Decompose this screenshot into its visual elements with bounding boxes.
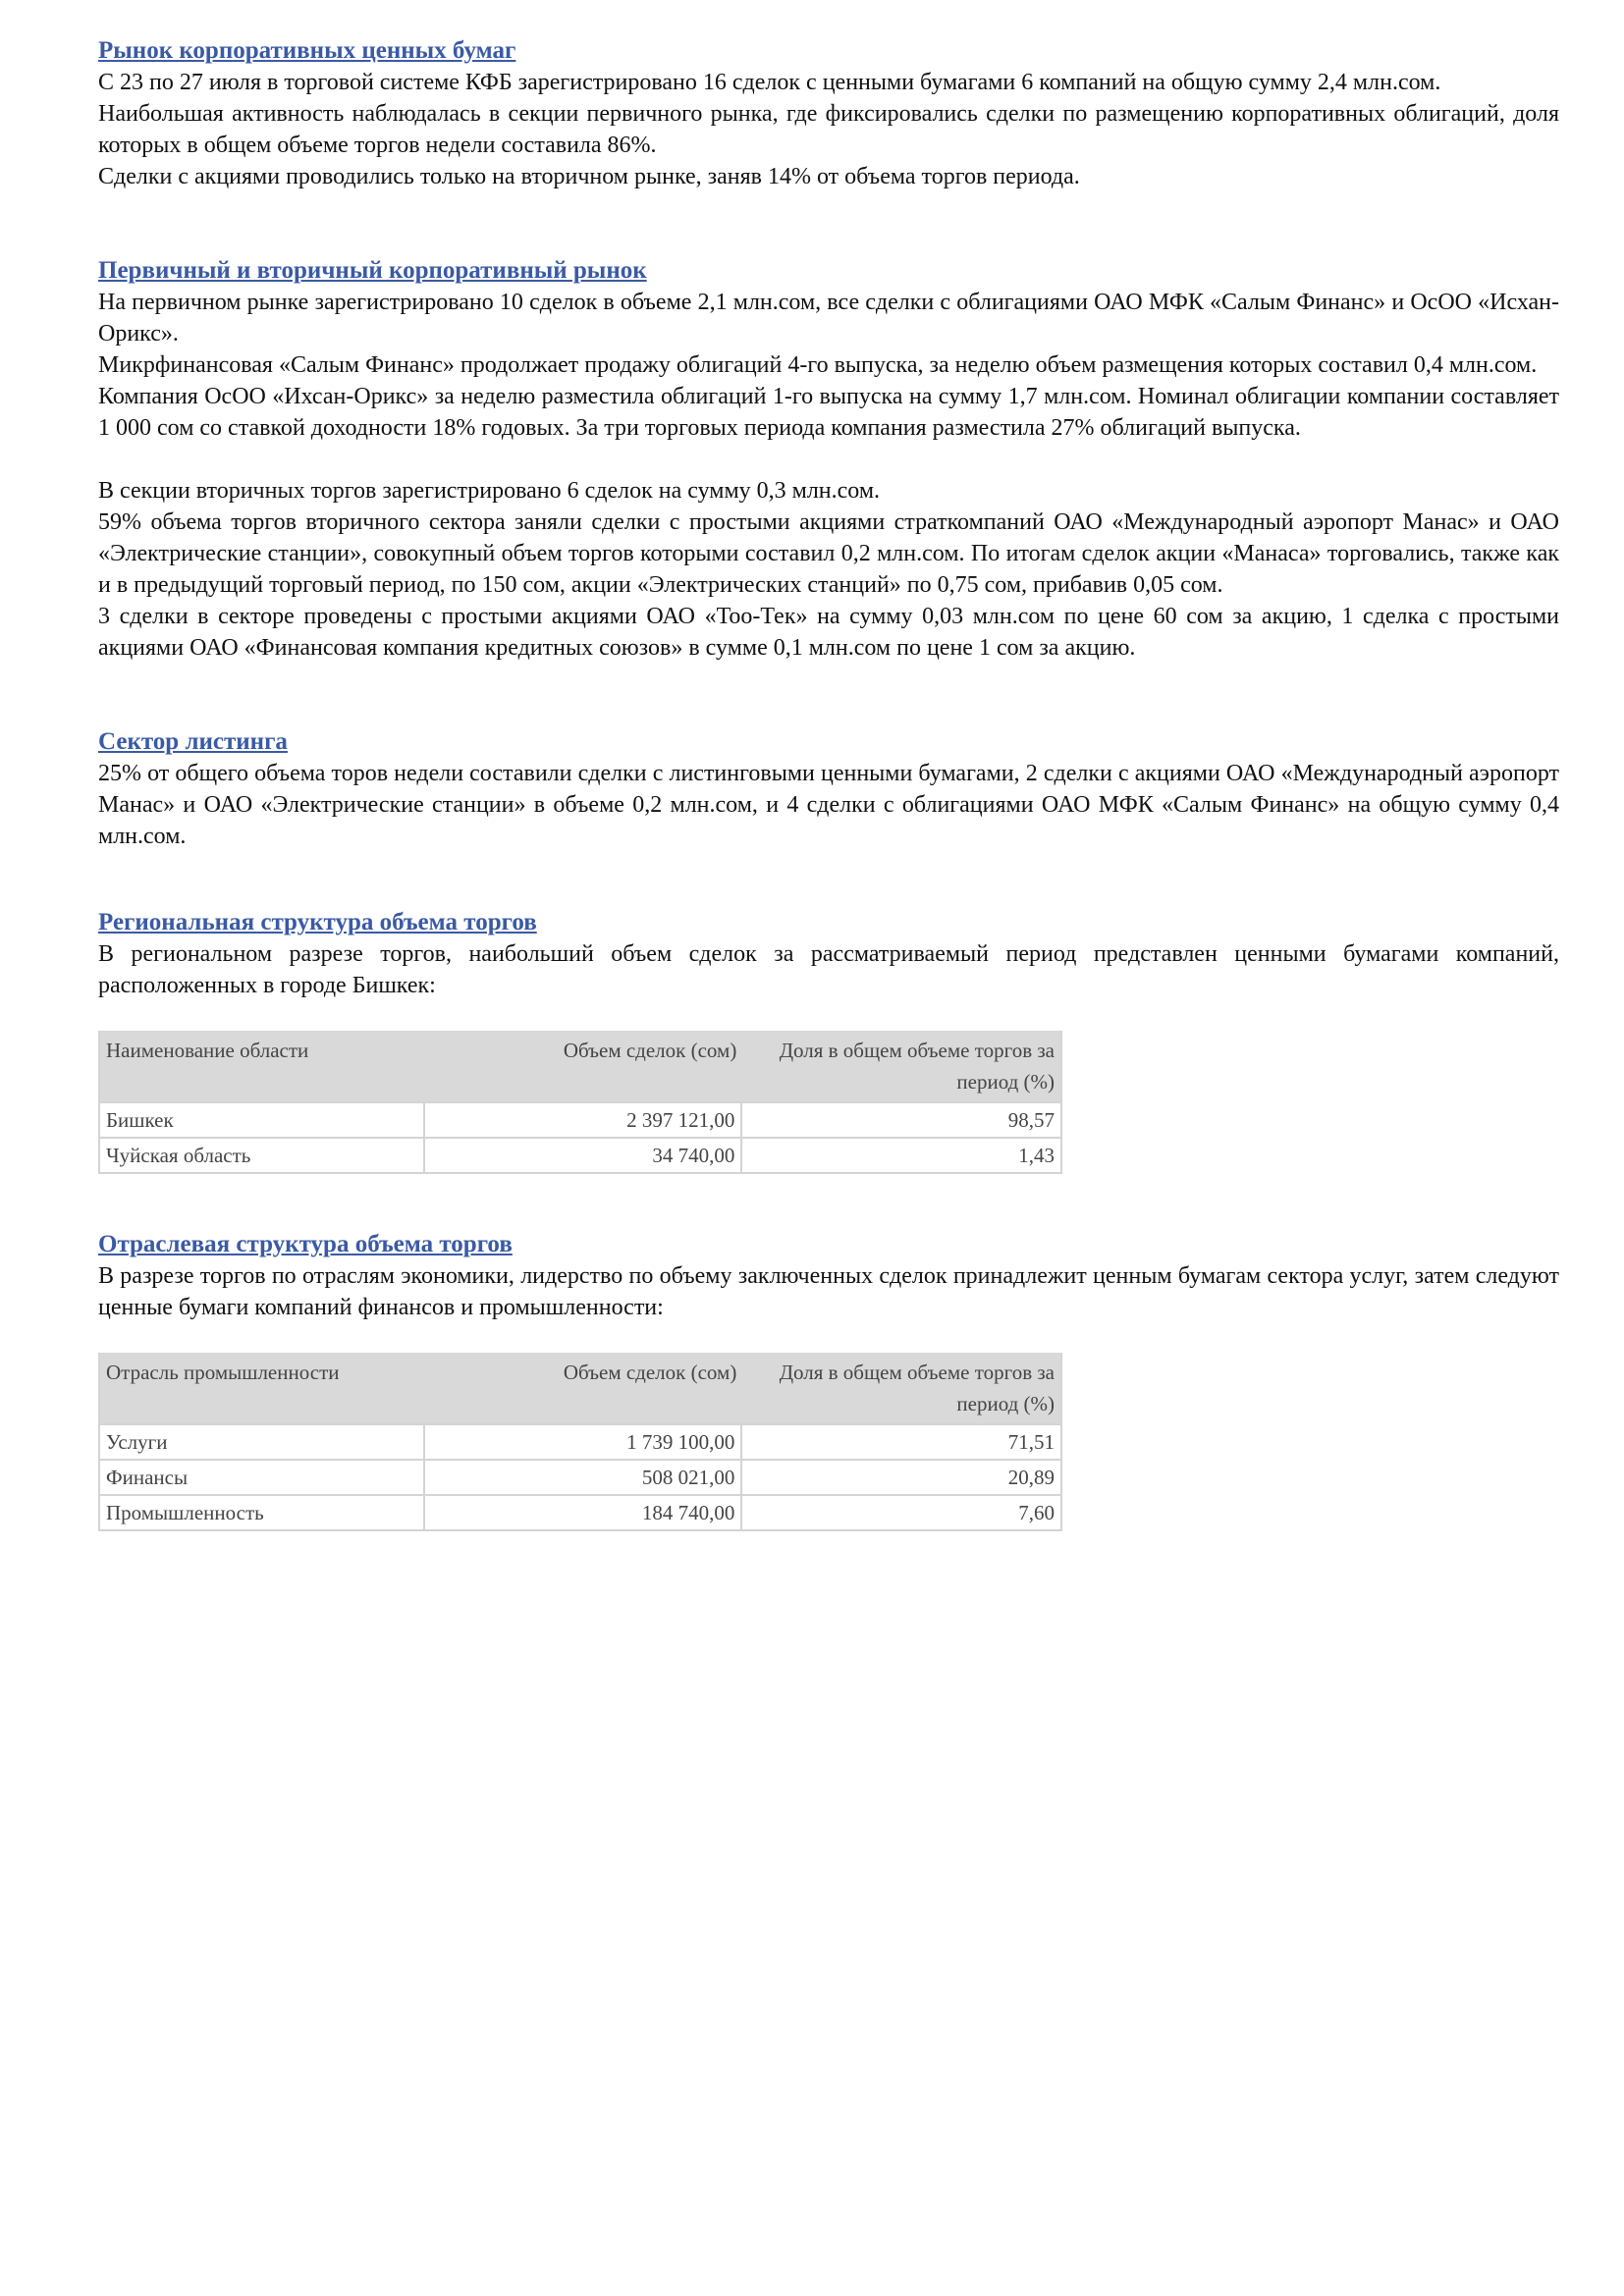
paragraph: Наибольшая активность наблюдалась в секции первичного рынка, где фиксировались сделки по размещению корпоративных облигаций, доля которых в общем объеме торгов недели составила 86%. [98, 101, 1559, 158]
table-row [100, 1494, 1060, 1529]
table-row [100, 1459, 1060, 1494]
table-header-cell: Отрасль промышленности [100, 1353, 425, 1423]
section-title-regional-structure: Региональная структура объема торгов [98, 909, 537, 935]
table-row [100, 1101, 1060, 1137]
table-cell: 34 740,00 [425, 1137, 743, 1172]
table-header-cell: Доля в общем объеме торгов за период (%) [742, 1031, 1060, 1101]
industry-table [98, 1353, 1062, 1531]
section-title-listing-sector: Сектор листинга [98, 728, 288, 755]
table-cell: 7,60 [742, 1494, 1060, 1529]
table-header-row [100, 1353, 1060, 1423]
table-cell: 184 740,00 [425, 1494, 743, 1529]
table-header-cell: Объем сделок (сом) [425, 1031, 743, 1101]
paragraph: В разрезе торгов по отраслям экономики, лидерство по объему заключенных сделок принадлежит ценным бумагам сектора услуг, затем следуют ценные бумаги компаний финансов и промышленности: [98, 1263, 1559, 1320]
paragraph: С 23 по 27 июля в торговой системе КФБ зарегистрировано 16 сделок с ценными бумагами 6 компаний на общую сумму 2,4 млн.сом. [98, 70, 1441, 95]
table-header-cell: Наименование области [100, 1031, 425, 1101]
paragraph: В секции вторичных торгов зарегистрировано 6 сделок на сумму 0,3 млн.сом. [98, 478, 881, 504]
table-header-cell: Объем сделок (сом) [425, 1353, 743, 1423]
table-header-row [100, 1031, 1060, 1101]
paragraph: Сделки с акциями проводились только на вторичном рынке, заняв 14% от объема торгов периода. [98, 164, 1080, 189]
paragraph: 3 сделки в секторе проведены с простыми акциями ОАО «Тоо-Тек» на сумму 0,03 млн.сом по цене 60 сом за акцию, 1 сделка с простыми акциями ОАО «Финансовая компания кредитных союзов» в сумме 0,1 млн.сом по цене 1 сом за акцию. [98, 604, 1559, 661]
table-cell: Промышленность [100, 1494, 425, 1529]
section-title-industry-structure: Отраслевая структура объема торгов [98, 1231, 513, 1257]
table-cell: 508 021,00 [425, 1459, 743, 1494]
table-header-cell: Доля в общем объеме торгов за период (%) [742, 1353, 1060, 1423]
document-page [98, 35, 1559, 1531]
table-cell: Бишкек [100, 1101, 425, 1137]
paragraph: На первичном рынке зарегистрировано 10 сделок в объеме 2,1 млн.сом, все сделки с облигациями ОАО МФК «Салым Финанс» и ОсОО «Исхан-Орикс». [98, 290, 1559, 347]
table-cell: 2 397 121,00 [425, 1101, 743, 1137]
section-title-primary-secondary-market: Первичный и вторичный корпоративный рынок [98, 257, 647, 284]
paragraph: 59% объема торгов вторичного сектора заняли сделки с простыми акциями страткомпаний ОАО «Международный аэропорт Манас» и ОАО «Электрические станции», совокупный объем торгов которыми составил 0,2 млн.сом. По итогам сделок акции «Манаса» торговались, также как и в предыдущий торговый период, по 150 сом, акции «Электрических станций» по 0,75 сом, прибавив 0,05 сом. [98, 509, 1559, 598]
table-cell: Финансы [100, 1459, 425, 1494]
table-cell: 1,43 [742, 1137, 1060, 1172]
table-cell: 20,89 [742, 1459, 1060, 1494]
table-row [100, 1423, 1060, 1459]
table-row [100, 1137, 1060, 1172]
regional-table [98, 1031, 1062, 1174]
table-cell: 71,51 [742, 1423, 1060, 1459]
paragraph: Микрфинансовая «Салым Финанс» продолжает продажу облигаций 4-го выпуска, за неделю объем размещения которых составил 0,4 млн.сом. [98, 352, 1538, 378]
paragraph: Компания ОсОО «Ихсан-Орикс» за неделю разместила облигаций 1-го выпуска на сумму 1,7 млн.сом. Номинал облигации компании составляет 1 000 сом со ставкой доходности 18% годовых. За три торговых периода компания разместила 27% облигаций выпуска. [98, 384, 1559, 441]
table-cell: 98,57 [742, 1101, 1060, 1137]
table-cell: Услуги [100, 1423, 425, 1459]
table-cell: Чуйская область [100, 1137, 425, 1172]
paragraph: 25% от общего объема торов недели составили сделки с листинговыми ценными бумагами, 2 сделки с акциями ОАО «Международный аэропорт Манас» и ОАО «Электрические станции» в объеме 0,2 млн.сом, и 4 сделки с облигациями ОАО МФК «Салым Финанс» на общую сумму 0,4 млн.сом. [98, 761, 1559, 849]
section-title-corporate-market: Рынок корпоративных ценных бумаг [98, 37, 516, 64]
table-cell: 1 739 100,00 [425, 1423, 743, 1459]
paragraph: В региональном разрезе торгов, наибольший объем сделок за рассматриваемый период представлен ценными бумагами компаний, расположенных в городе Бишкек: [98, 941, 1559, 998]
